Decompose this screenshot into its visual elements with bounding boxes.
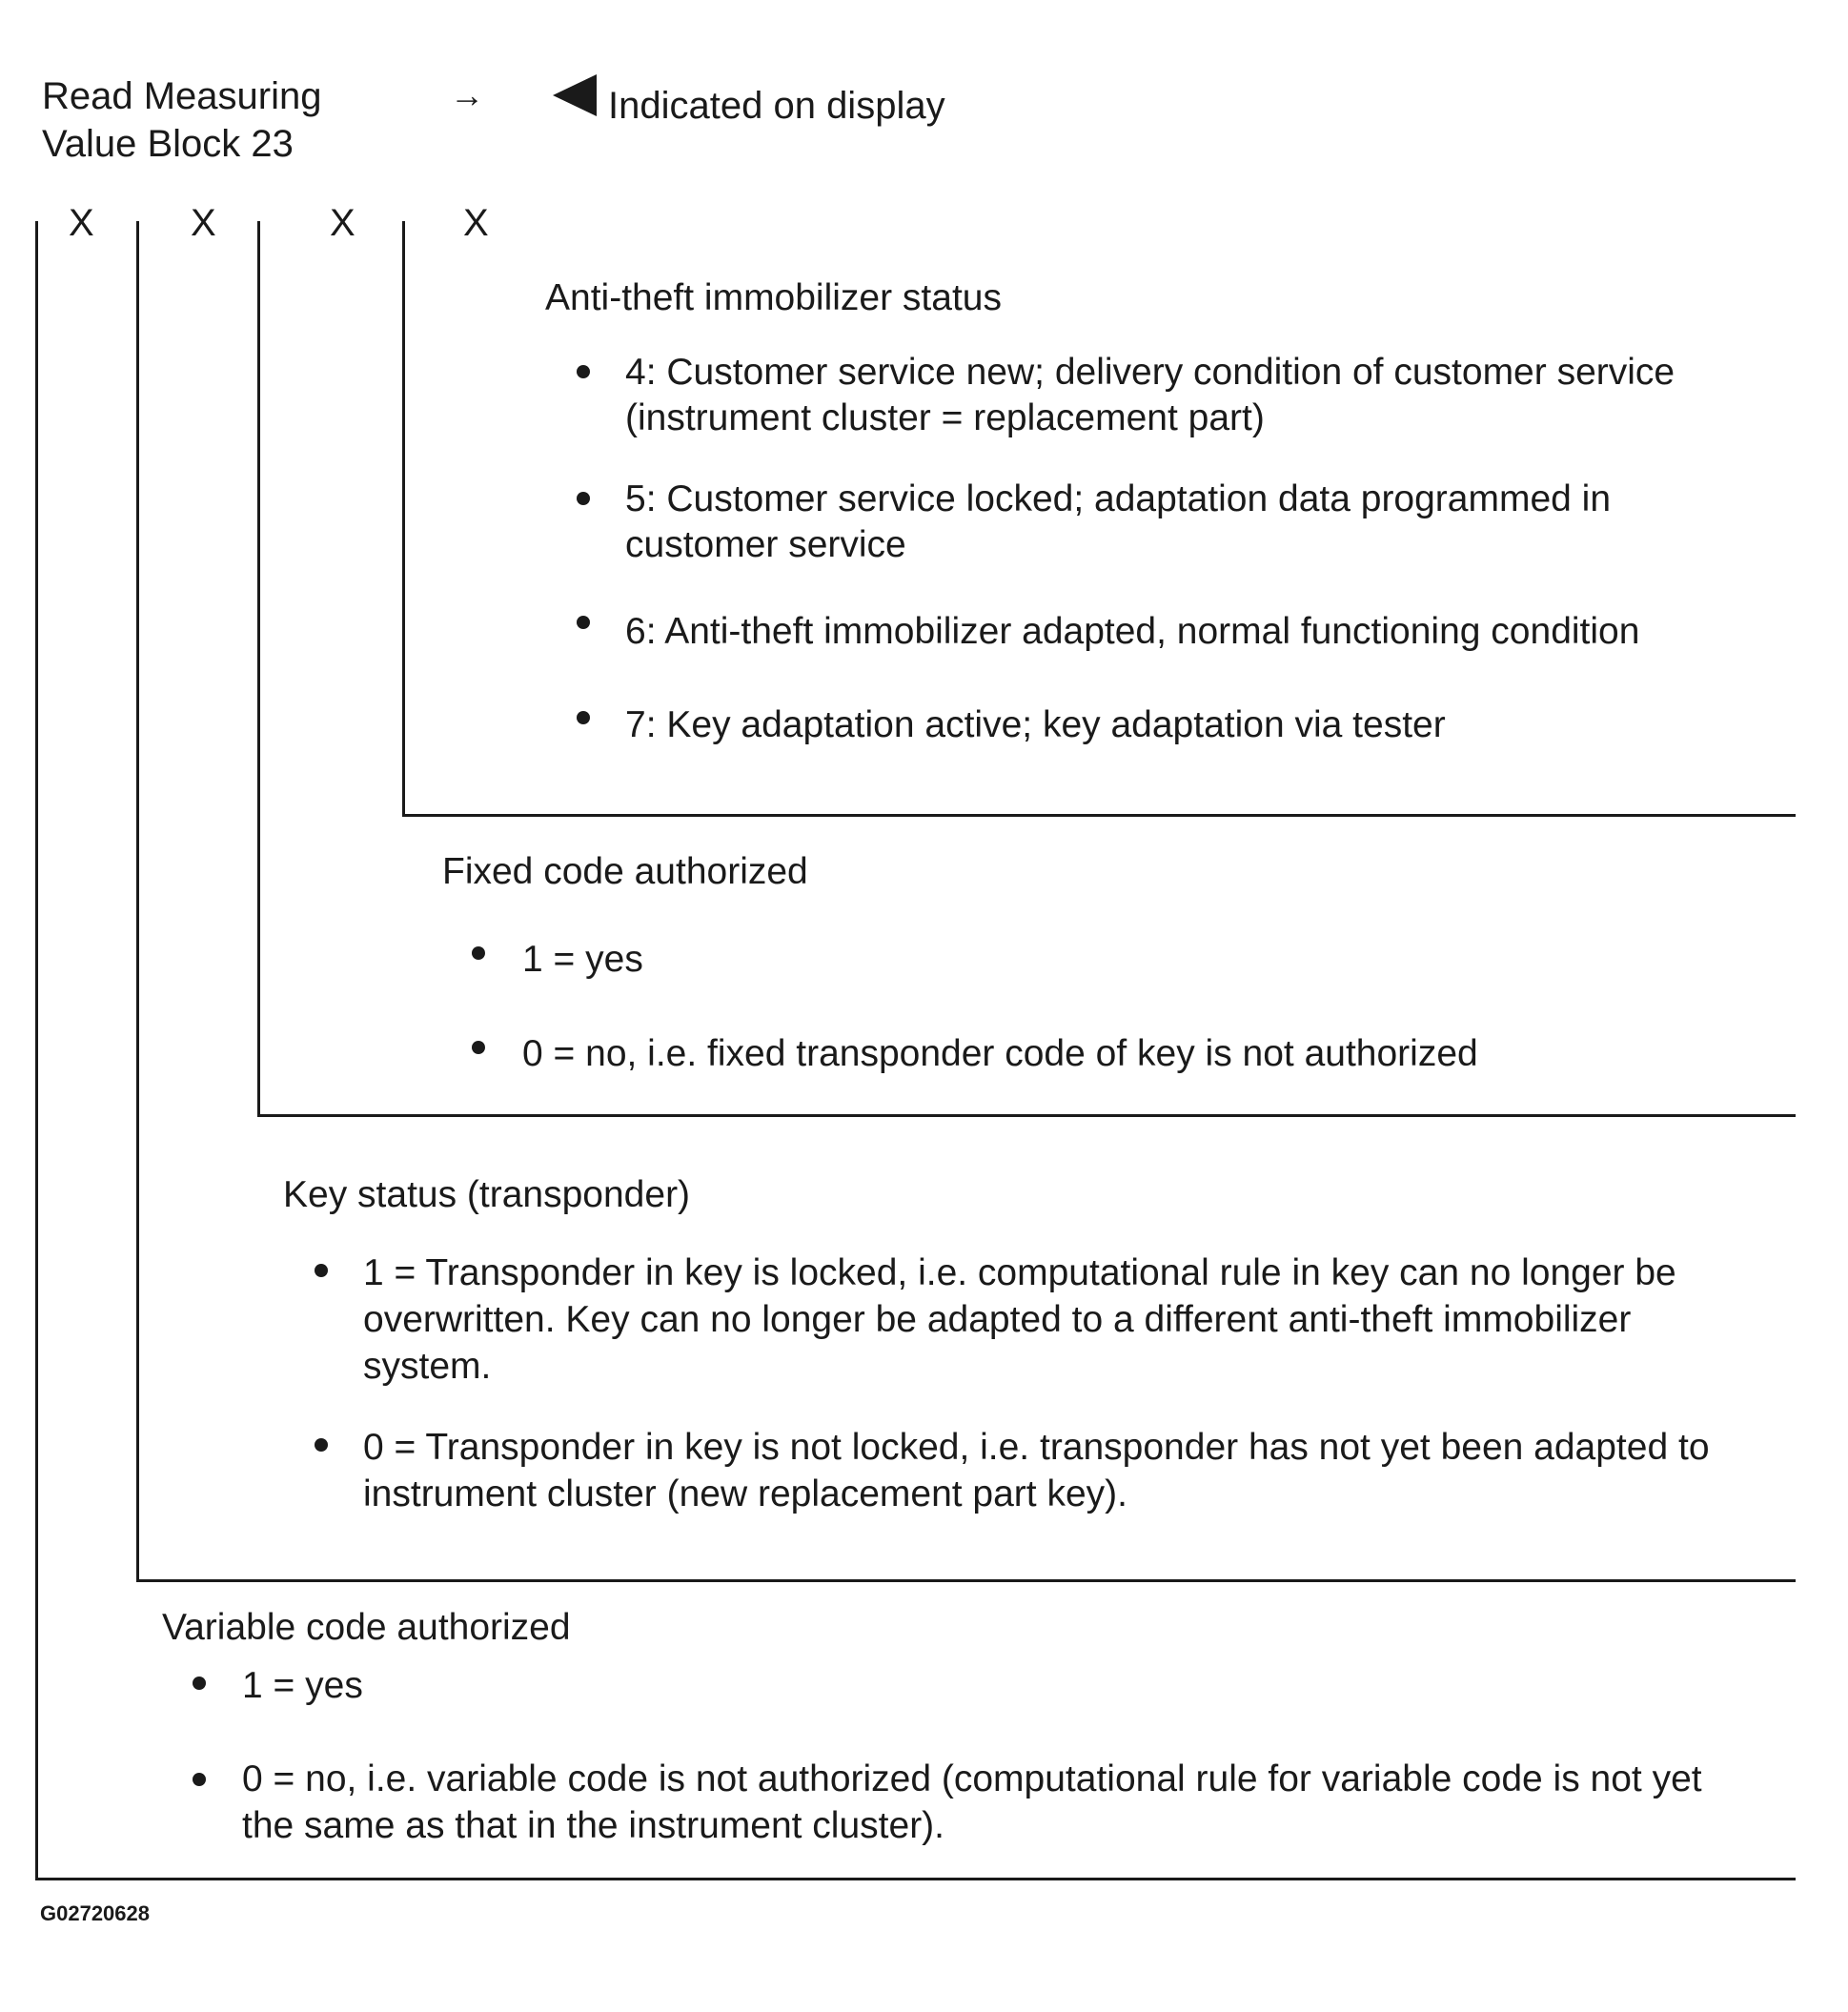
bracket-digit-2-horizontal: [136, 1579, 1796, 1582]
bracket-digit-1-vertical: [35, 221, 38, 1880]
digit-4: X: [463, 202, 489, 244]
field-variable-code-heading: Variable code authorized: [162, 1607, 571, 1648]
variable-code-item-yes: 1 = yes: [242, 1665, 363, 1706]
bracket-digit-2-vertical: [136, 221, 139, 1582]
digit-1: X: [69, 202, 94, 244]
bullet-icon: [472, 1041, 485, 1054]
header-title-line2: Value Block 23: [42, 123, 294, 165]
fixed-code-item-yes: 1 = yes: [522, 939, 643, 980]
figure-code: G02720628: [40, 1901, 150, 1925]
digit-3: X: [330, 202, 355, 244]
field-fixed-code-heading: Fixed code authorized: [442, 851, 808, 892]
bracket-digit-3-vertical: [257, 221, 260, 1117]
key-status-item-locked-line2: overwritten. Key can no longer be adapted to a different anti-theft immobilizer: [363, 1299, 1632, 1340]
variable-code-item-no-line1: 0 = no, i.e. variable code is not authorized (computational rule for variable code is not yet: [242, 1758, 1702, 1799]
header-title-line1: Read Measuring: [42, 75, 322, 117]
immobilizer-status-item-5-line1: 5: Customer service locked; adaptation data programmed in: [625, 478, 1612, 519]
fixed-code-item-no: 0 = no, i.e. fixed transponder code of key is not authorized: [522, 1033, 1478, 1074]
immobilizer-status-item-6-line1: 6: Anti-theft immobilizer adapted, normal functioning condition: [625, 611, 1640, 652]
field-immobilizer-status-heading: Anti-theft immobilizer status: [545, 277, 1002, 318]
bracket-digit-1-horizontal: [35, 1878, 1796, 1880]
immobilizer-status-item-4-line2: (instrument cluster = replacement part): [625, 397, 1265, 438]
bullet-icon: [193, 1773, 206, 1786]
field-key-status-heading: Key status (transponder): [283, 1174, 691, 1215]
bracket-digit-4-vertical: [402, 221, 405, 817]
bracket-digit-4-horizontal: [402, 814, 1796, 817]
bullet-icon: [315, 1438, 328, 1452]
display-pointer-icon: [551, 72, 599, 118]
immobilizer-status-item-5-line2: customer service: [625, 524, 906, 565]
bracket-digit-3-horizontal: [257, 1114, 1796, 1117]
key-status-item-locked-line1: 1 = Transponder in key is locked, i.e. computational rule in key can no longer be: [363, 1252, 1676, 1293]
right-arrow-icon: →: [450, 75, 484, 114]
immobilizer-status-item-7-line1: 7: Key adaptation active; key adaptation via tester: [625, 704, 1446, 745]
bullet-icon: [315, 1264, 328, 1277]
bullet-icon: [577, 492, 590, 505]
indicated-on-display-label: Indicated on display: [608, 85, 945, 127]
bullet-icon: [472, 946, 485, 960]
immobilizer-status-item-4-line1: 4: Customer service new; delivery condition of customer service: [625, 352, 1675, 393]
variable-code-item-no-line2: the same as that in the instrument cluster).: [242, 1805, 945, 1846]
key-status-item-not-locked-line2: instrument cluster (new replacement part key).: [363, 1473, 1127, 1514]
key-status-item-not-locked-line1: 0 = Transponder in key is not locked, i.e. transponder has not yet been adapted to: [363, 1427, 1710, 1468]
bullet-icon: [577, 616, 590, 629]
bullet-icon: [577, 711, 590, 724]
bullet-icon: [193, 1677, 206, 1690]
key-status-item-locked-line3: system.: [363, 1346, 492, 1387]
bullet-icon: [577, 365, 590, 378]
digit-2: X: [191, 202, 216, 244]
